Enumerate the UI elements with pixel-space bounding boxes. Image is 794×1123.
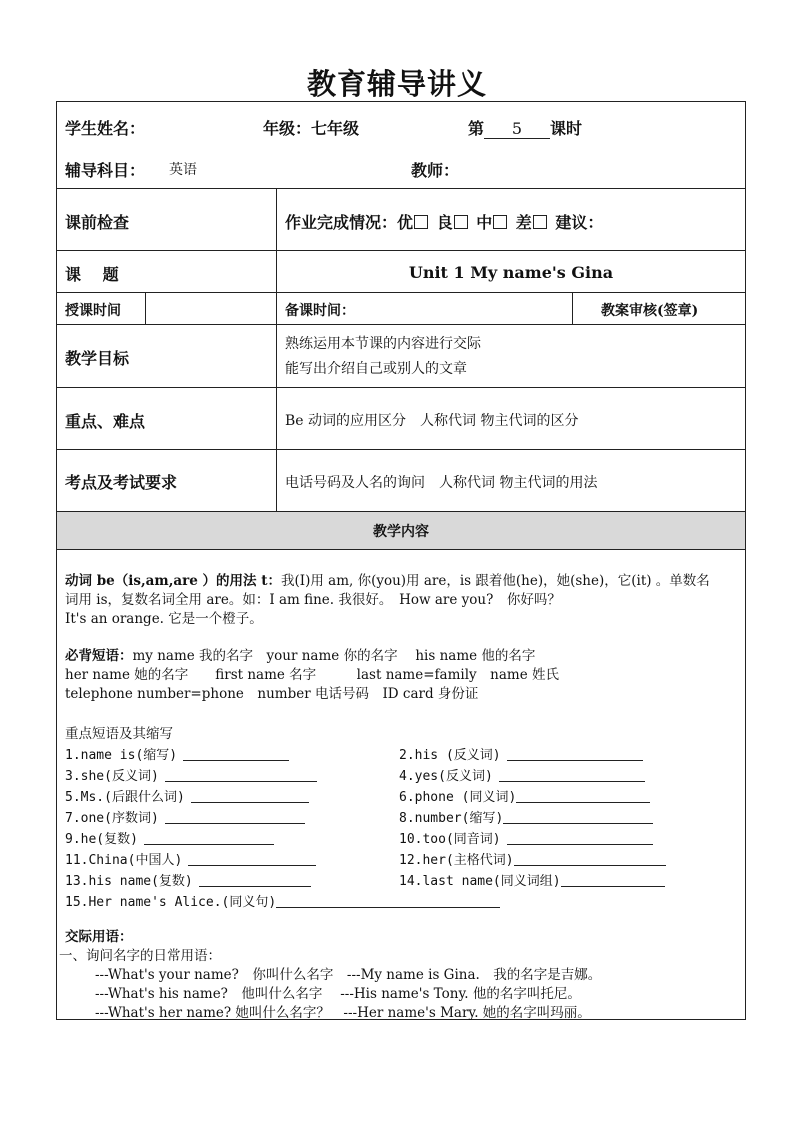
topic-label: 课 题 [65, 265, 119, 284]
exercise-item: 15.Her name's Alice.(同义句) [65, 895, 277, 910]
be-verb-section [65, 572, 741, 629]
teacher-label: 教师： [411, 161, 460, 180]
exercise-item: 5.Ms.(后跟什么词) [65, 790, 185, 805]
phrase-line: her name 她的名字 first name 名字 last name=family name 姓氏 [65, 667, 559, 683]
answer-blank[interactable] [514, 852, 666, 866]
answer-blank[interactable] [516, 789, 650, 803]
answer-blank[interactable] [276, 894, 500, 908]
header-row [57, 102, 745, 189]
answer-blank[interactable] [144, 831, 274, 845]
checkbox-excellent[interactable] [414, 215, 428, 229]
answer-blank[interactable] [183, 747, 289, 761]
exercise-item: 4.yes(反义词) [399, 769, 493, 784]
phrase-line: telephone number=phone number 电话号码 ID card 身份证 [65, 686, 479, 702]
key-points-row [57, 388, 745, 450]
answer-blank[interactable] [199, 873, 311, 887]
exercise-item: 13.his name(复数) [65, 874, 193, 889]
check-row [57, 189, 745, 251]
exercise-item: 10.too(同音词) [399, 832, 501, 847]
goals-row [57, 325, 745, 388]
checkbox-poor[interactable] [533, 215, 547, 229]
topic-row [57, 251, 745, 293]
be-verb-text: 我(I)用 am, 你(you)用 are，is 跟着他(he)，她(she)，它(it) 。单数名 [280, 573, 710, 589]
dialogue-line: ---What's his name? 他叫什么名字 ---His name's Tony. 他的名字叫托尼。 [95, 986, 581, 1002]
be-verb-text: It's an orange. 它是一个橙子。 [65, 611, 263, 627]
goals-label: 教学目标 [65, 349, 130, 368]
content-header-row [57, 512, 745, 550]
dialogue-line: ---What's her name? 她叫什么名字？ ---Her name's Mary. 她的名字叫玛丽。 [95, 1005, 591, 1021]
exercise-item: 6.phone (同义词) [399, 790, 517, 805]
answer-blank[interactable] [191, 789, 309, 803]
lesson-plan-table [56, 101, 746, 1020]
exercise-item: 11.China(中国人) [65, 853, 183, 868]
exercises-right [399, 745, 666, 892]
exam-row [57, 450, 745, 512]
content-header: 教学内容 [373, 524, 429, 540]
check-label: 课前检查 [65, 213, 130, 232]
goal-line: 能写出介绍自己或别人的文章 [285, 361, 467, 377]
class-time-label: 授课时间 [65, 303, 121, 319]
answer-blank[interactable] [507, 831, 653, 845]
student-name-label: 学生姓名： [65, 119, 146, 138]
subject-label: 辅导科目： [65, 161, 146, 180]
answer-blank[interactable] [165, 768, 317, 782]
answer-blank[interactable] [503, 810, 653, 824]
be-verb-text: 词用 is，复数名词全用 are。如：I am fine. 我很好。 How are you? 你好吗？ [65, 592, 561, 608]
page-title: 教育辅导讲义 [306, 67, 487, 101]
exam-label: 考点及考试要求 [65, 473, 178, 492]
phrase-line: my name 我的名字 your name 你的名字 his name 他的名字 [132, 648, 536, 664]
dialogue-heading: 交际用语： [65, 929, 133, 945]
exercise-item: 7.one(序数词) [65, 811, 159, 826]
times-row [57, 293, 745, 325]
exercise-item: 1.name is(缩写) [65, 748, 178, 763]
exercises-heading: 重点短语及其缩写 [65, 726, 173, 742]
dialogue-section [59, 928, 602, 1023]
answer-blank[interactable] [561, 873, 665, 887]
exercise-item: 8.number(缩写) [399, 811, 504, 826]
dialogue-subheading: 一、询问名字的日常用语： [59, 948, 221, 964]
grade-label: 年级：七年级 [263, 119, 360, 138]
goal-line: 熟练运用本节课的内容进行交际 [285, 336, 481, 352]
phrases-heading: 必背短语： [65, 648, 133, 664]
lesson-number: 第 5 课时 [468, 119, 583, 138]
exercise-item: 12.her(主格代词) [399, 853, 514, 868]
prep-time-label: 备课时间： [285, 303, 355, 319]
key-points-label: 重点、难点 [65, 412, 146, 431]
exercise-item: 14.last name(同义词组) [399, 874, 561, 889]
answer-blank[interactable] [507, 747, 643, 761]
exercise-item: 9.he(复数) [65, 832, 138, 847]
checkbox-good[interactable] [454, 215, 468, 229]
exercise-item: 3.she(反义词) [65, 769, 159, 784]
checkbox-fair[interactable] [493, 215, 507, 229]
phrases-section [65, 647, 559, 704]
key-points-value: Be 动词的应用区分 人称代词 物主代词的区分 [285, 413, 579, 429]
topic-value: Unit 1 My name's Gina [408, 263, 614, 282]
subject-value: 英语 [169, 162, 197, 178]
exercise-item: 2.his (反义词) [399, 748, 501, 763]
exam-value: 电话号码及人名的询问 人称代词 物主代词的用法 [285, 475, 598, 491]
answer-blank[interactable] [499, 768, 645, 782]
be-verb-heading: 动词 be（is,am,are ）的用法 t： [65, 573, 281, 589]
dialogue-line: ---What's your name? 你叫什么名字 ---My name is Gina. 我的名字是吉娜。 [95, 967, 602, 983]
homework-status: 作业完成情况：优 良 中 差 建议： [285, 213, 604, 232]
answer-blank[interactable] [188, 852, 316, 866]
review-label: 教案审核(签章) [601, 303, 699, 319]
answer-blank[interactable] [165, 810, 305, 824]
